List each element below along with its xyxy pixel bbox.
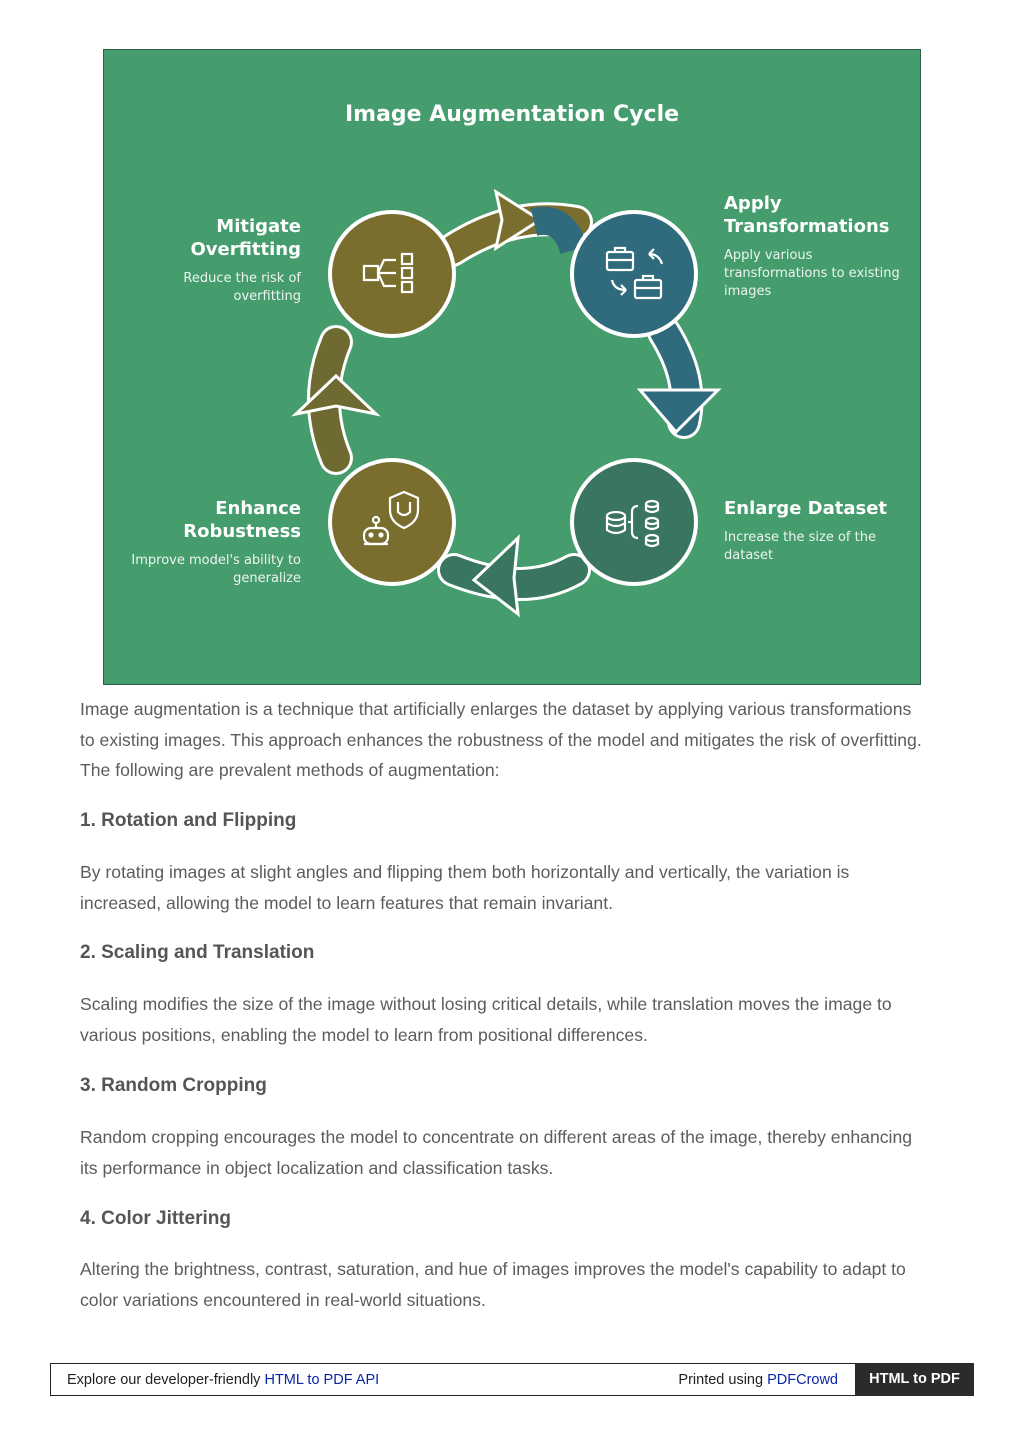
html-to-pdf-button[interactable]: HTML to PDF [855, 1363, 974, 1396]
stage-description: Reduce the risk of overfitting [183, 271, 301, 304]
pdfcrowd-link[interactable]: PDFCrowd [767, 1372, 838, 1388]
section-body: Altering the brightness, contrast, saturation, and hue of images improves the model's capability to adapt to color variations encountered in real-world situations. [80, 1259, 906, 1310]
section-body: Random cropping encourages the model to concentrate on different areas of the image, thereby enhancing its performance in object localization and classification tasks. [80, 1127, 913, 1178]
circle-enhance [330, 460, 454, 584]
footer-left [67, 1372, 379, 1388]
section-body: By rotating images at slight angles and flipping them both horizontally and vertically, the variation is increased, allowing the model to learn features that remain invariant. [80, 862, 850, 913]
section-heading: 1. Rotation and Flipping [80, 810, 297, 831]
stage-apply-transformations [724, 192, 904, 301]
arrow-head-2 [640, 390, 718, 432]
stage-title: Enlarge Dataset [724, 498, 888, 519]
stage-title: Mitigate Overfitting [190, 216, 301, 260]
stage-description: Increase the size of the dataset [724, 530, 876, 563]
stage-description: Apply various transformations to existing images [724, 248, 900, 299]
diagram-title: Image Augmentation Cycle [344, 102, 680, 127]
footer-left-text: Explore our developer-friendly [67, 1372, 261, 1388]
pdfcrowd-footer [50, 1363, 974, 1396]
footer-right-text: Printed using [678, 1372, 764, 1388]
stage-description: Improve model's ability to generalize [131, 553, 301, 586]
intro-paragraph: Image augmentation is a technique that artificially enlarges the dataset by applying various transformations to existing images. This approach enhances the robustness of the model and mitigates the risk of overfitting. The following are prevalent methods of augmentation: [80, 699, 922, 780]
section-heading: 3. Random Cropping [80, 1075, 267, 1096]
arrow-head-3 [474, 538, 518, 614]
stage-mitigate-overfitting [144, 215, 301, 306]
section-heading: 4. Color Jittering [80, 1208, 231, 1229]
cycle-graphic [104, 50, 921, 685]
circle-apply [572, 212, 696, 336]
section-body: Scaling modifies the size of the image without losing critical details, while translation moves the image to various positions, enabling the model to learn from positional differences. [80, 994, 892, 1045]
section-heading: 2. Scaling and Translation [80, 942, 315, 963]
arrow-head-1 [496, 192, 540, 248]
stage-title: Apply Transformations [724, 193, 890, 237]
html-to-pdf-api-link[interactable]: HTML to PDF API [264, 1372, 380, 1388]
stage-enlarge-dataset [724, 497, 904, 565]
stage-title: Enhance Robustness [183, 498, 301, 542]
footer-right [678, 1372, 838, 1388]
stage-enhance-robustness [124, 497, 301, 588]
circle-enlarge [572, 460, 696, 584]
augmentation-cycle-diagram [103, 49, 921, 685]
